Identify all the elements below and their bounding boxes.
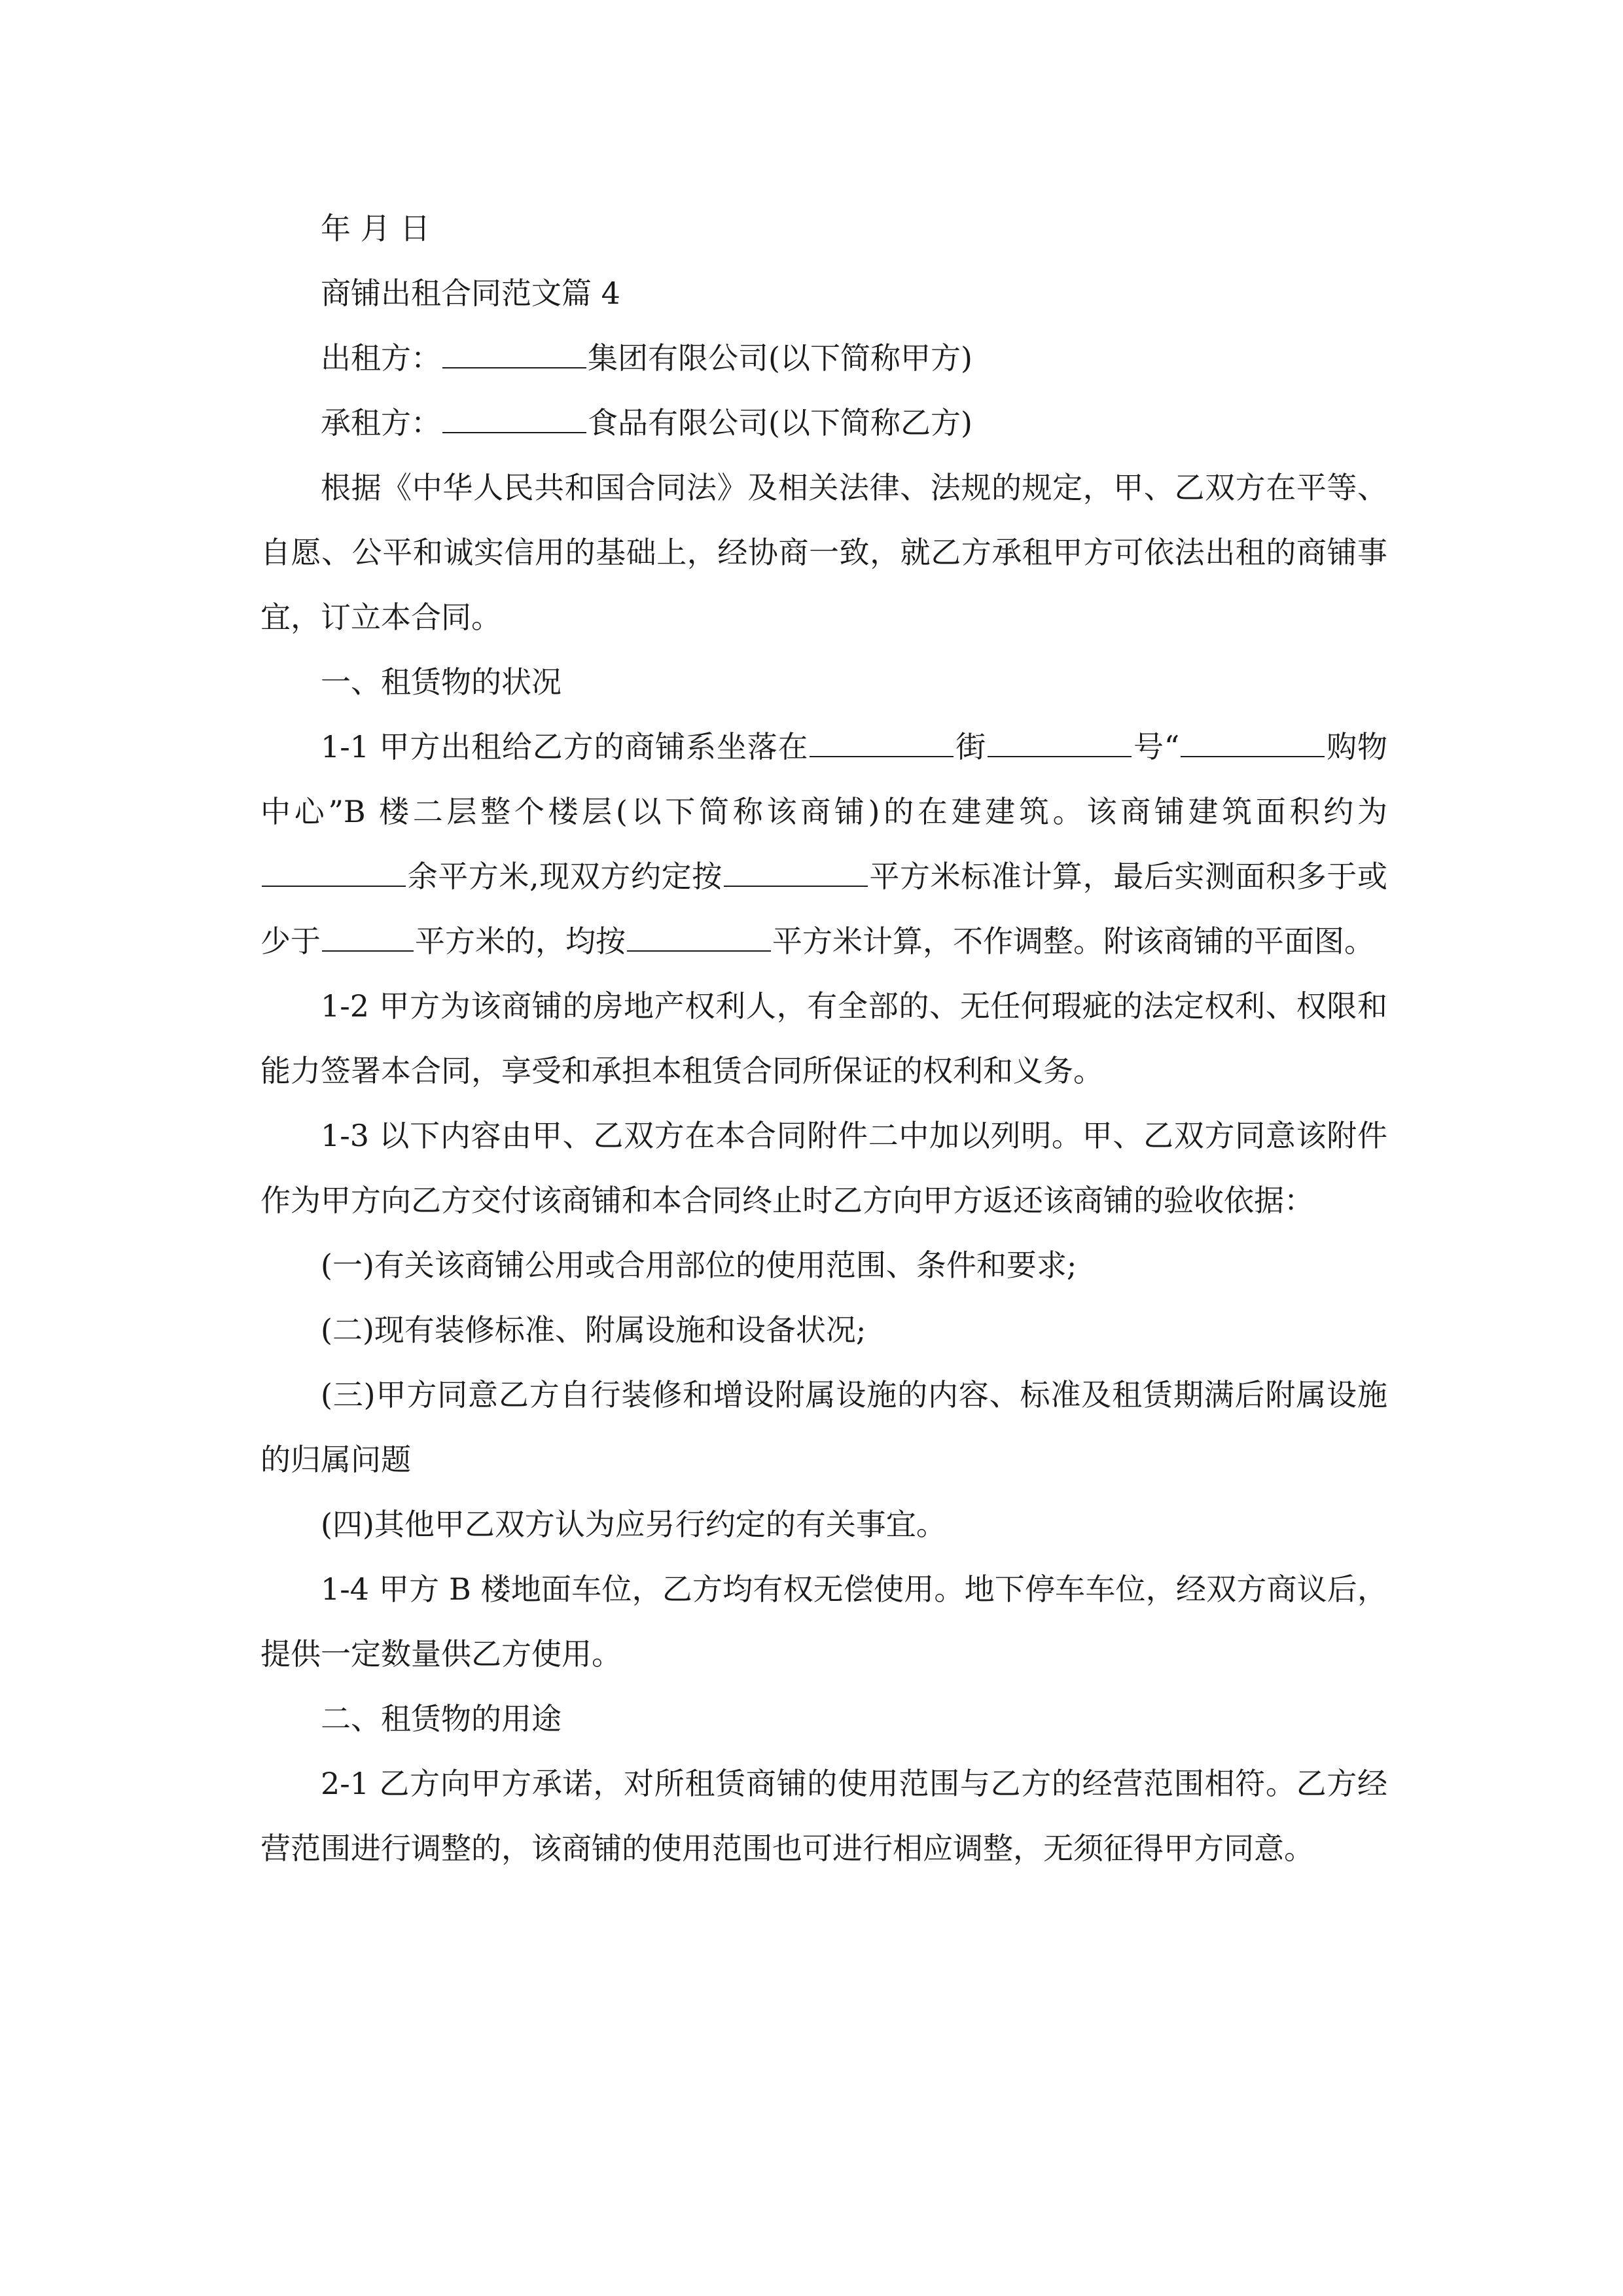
clause-2-1: 2-1 乙方向甲方承诺，对所租赁商铺的使用范围与乙方的经营范围相符。乙方经营范围进行调整的，该商铺的使用范围也可进行相应调整，无须征得甲方同意。 [260, 1766, 1387, 1866]
lessee-suffix: 食品有限公司(以下简称乙方) [588, 405, 972, 440]
tolerance-blank [322, 924, 414, 952]
standard-area-blank [724, 859, 868, 887]
clause-1-1-text-f: 平方米标准计算，最后实测面积多于或少于 [260, 859, 1387, 959]
area-blank [262, 859, 406, 887]
lessee-line [260, 391, 1387, 456]
list-item-3: (三)甲方同意乙方自行装修和增设附属设施的内容、标准及租赁期满后附属设施的归属问题 [260, 1377, 1387, 1477]
lessor-label: 出租方： [321, 340, 441, 376]
clause-1-1-text-c: 号“ [1133, 729, 1180, 764]
clause-1-1-text-e: 余平方米,现双方约定按 [407, 859, 722, 894]
lessee-label: 承租方： [321, 405, 441, 440]
clause-1-1-text-b: 街 [955, 729, 987, 764]
list-item-1: (一)有关该商铺公用或合用部位的使用范围、条件和要求; [321, 1247, 1077, 1283]
document-title: 商铺出租合同范文篇 4 [321, 276, 620, 311]
section-heading-2: 二、租赁物的用途 [321, 1701, 562, 1736]
clause-1-4: 1-4 甲方 B 楼地面车位，乙方均有权无偿使用。地下停车车位，经双方商议后，提供一定数量供乙方使用。 [260, 1571, 1387, 1672]
street-blank [810, 730, 954, 757]
mall-name-blank [1181, 730, 1325, 757]
lessor-suffix: 集团有限公司(以下简称甲方) [588, 340, 972, 376]
clause-1-1 [260, 715, 1387, 974]
section-heading-1: 一、租赁物的状况 [321, 664, 562, 700]
document-body [260, 196, 1387, 1881]
number-blank [988, 730, 1132, 757]
lessee-name-blank [442, 406, 586, 433]
date-line: 年 月 日 [321, 211, 431, 246]
clause-1-1-text-g: 平方米的，均按 [415, 924, 626, 959]
clause-1-1-text-a: 1-1 甲方出租给乙方的商铺系坐落在 [321, 729, 809, 764]
lessor-name-blank [442, 341, 586, 368]
list-item-4: (四)其他甲乙双方认为应另行约定的有关事宜。 [321, 1507, 946, 1542]
clause-1-1-text-d: 购物中心”B 楼二层整个楼层(以下简称该商铺)的在建建筑。该商铺建筑面积约为 [260, 729, 1388, 829]
clause-1-2: 1-2 甲方为该商铺的房地产权利人，有全部的、无任何瑕疵的法定权利、权限和能力签署本合同，享受和承担本租赁合同所保证的权利和义务。 [260, 988, 1387, 1088]
lessor-line [260, 326, 1387, 391]
calc-area-blank [627, 924, 771, 952]
clause-1-1-text-h: 平方米计算，不作调整。附该商铺的平面图。 [772, 924, 1374, 959]
clause-1-3: 1-3 以下内容由甲、乙双方在本合同附件二中加以列明。甲、乙双方同意该附件作为甲方向乙方交付该商铺和本合同终止时乙方向甲方返还该商铺的验收依据： [260, 1118, 1387, 1218]
intro-paragraph: 根据《中华人民共和国合同法》及相关法律、法规的规定，甲、乙双方在平等、自愿、公平和诚实信用的基础上，经协商一致，就乙方承租甲方可依法出租的商铺事宜，订立本合同。 [260, 470, 1387, 635]
list-item-2: (二)现有装修标准、附属设施和设备状况; [321, 1312, 866, 1348]
